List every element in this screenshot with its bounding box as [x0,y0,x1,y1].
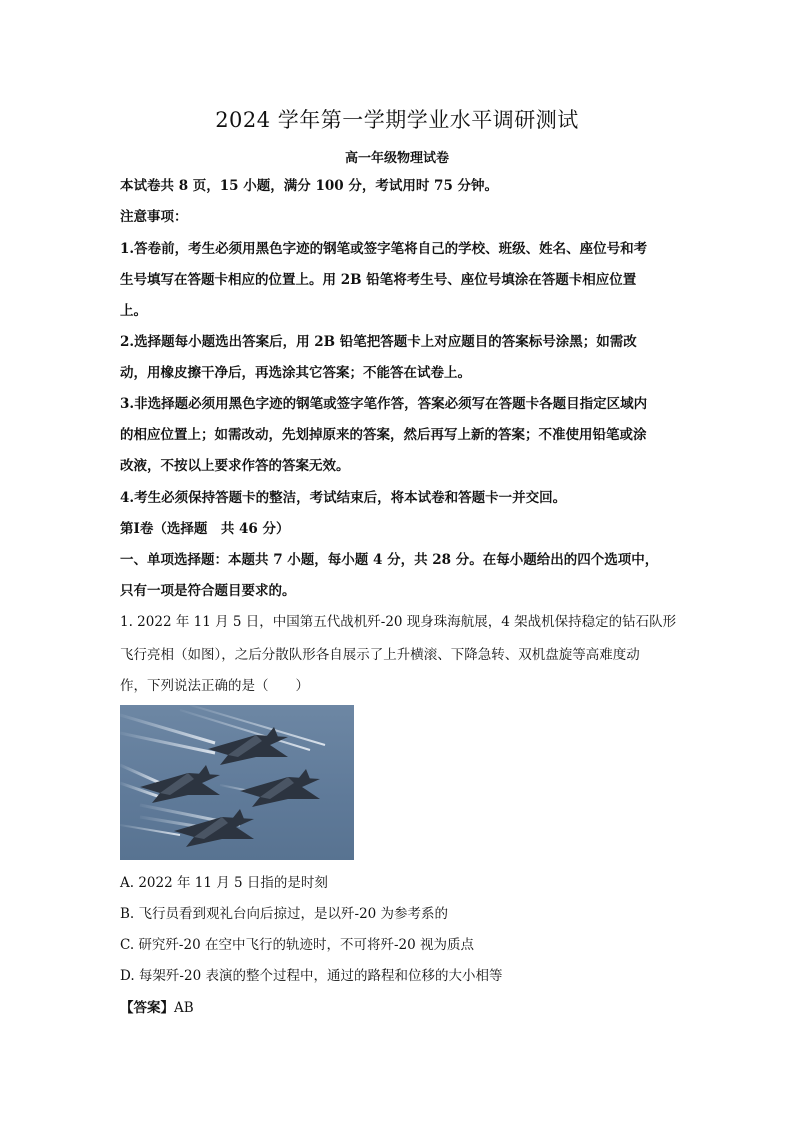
option-d: D. 每架歼-20 表演的整个过程中，通过的路程和位移的大小相等 [120,968,503,984]
answer-label: 【答案】 [120,1000,174,1016]
section-instructions: 一、单项选择题：本题共 7 小题，每小题 4 分，共 28 分。在每小题给出的四个选项中， [120,552,659,568]
fighter-jets-formation-photo [120,705,354,860]
option-a: A. 2022 年 11 月 5 日指的是时刻 [120,875,328,891]
question-stem: 1. 2022 年 11 月 5 日，中国第五代战机歼-20 现身珠海航展，4 架战机保持稳定的钻石队形 [120,614,677,630]
question-stem: 作，下列说法正确的是（ ） [120,678,309,694]
jet-right [240,769,320,807]
question-stem: 飞行亮相（如图），之后分散队形各自展示了上升横滚、下降急转、双机盘旋等高难度动 [120,647,640,663]
notice-line: 的相应位置上；如需改动，先划掉原来的答案，然后再写上新的答案；不准使用铅笔或涂 [120,427,647,443]
option-b: B. 飞行员看到观礼台向后掠过，是以歼-20 为参考系的 [120,906,449,922]
page-subtitle: 高一年级物理试卷 [344,151,449,166]
page-title: 2024 学年第一学期学业水平调研测试 [215,108,579,132]
answer-value: AB [174,1000,194,1016]
notice-line: 生号填写在答题卡相应的位置上。用 2B 铅笔将考生号、座位号填涂在答题卡相应位置 [120,272,637,288]
section-instructions: 只有一项是符合题目要求的。 [120,583,296,599]
jets-illustration [120,705,354,860]
part-heading: 第Ⅰ卷（选择题 共 46 分） [120,521,290,537]
notice-line: 上。 [120,303,147,319]
notice-line: 2.选择题每小题选出答案后，用 2B 铅笔把答题卡上对应题目的答案标号涂黑；如需改 [120,334,637,350]
option-c: C. 研究歼-20 在空中飞行的轨迹时，不可将歼-20 视为质点 [120,937,474,953]
notice-line: 改液，不按以上要求作答的答案无效。 [120,458,350,474]
notice-line: 3.非选择题必须用黑色字迹的钢笔或签字笔作答，答案必须写在答题卡各题目指定区域内 [120,396,648,412]
notice-line: 1.答卷前，考生必须用黑色字迹的钢笔或签字笔将自己的学校、班级、姓名、座位号和考 [120,241,648,257]
notice-line: 动，用橡皮擦干净后，再选涂其它答案；不能答在试卷上。 [120,365,471,381]
notice-line: 4.考生必须保持答题卡的整洁，考试结束后，将本试卷和答题卡一并交回。 [120,490,567,506]
contrails [120,705,325,835]
jet-lead [208,727,288,765]
notice-heading: 注意事项： [120,209,188,225]
jet-left [140,765,220,803]
exam-summary: 本试卷共 8 页，15 小题，满分 100 分，考试用时 75 分钟。 [120,178,499,194]
answer-line [120,998,680,1018]
